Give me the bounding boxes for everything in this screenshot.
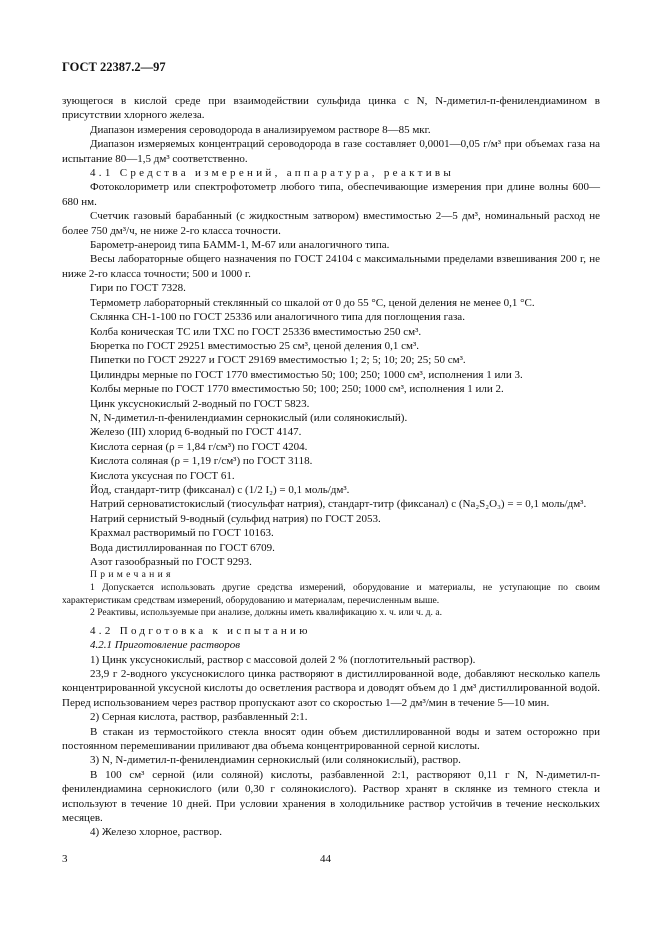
paragraph: Термометр лабораторный стеклянный со шкалой от 0 до 55 °С, ценой деления не менее 0,1 °С. xyxy=(90,296,535,309)
paragraph: Крахмал растворимый по ГОСТ 10163. xyxy=(90,527,274,540)
footer-left-number: 3 xyxy=(62,853,68,865)
paragraph: Колбы мерные по ГОСТ 1770 вместимостью 50; 100; 250; 1000 см³, исполнения 1 или 2. xyxy=(90,383,504,396)
paragraph: Вода дистиллированная по ГОСТ 6709. xyxy=(90,541,275,554)
paragraph: Весы лабораторные общего назначения по ГОСТ 24104 с максимальными пределами взвешивания 200 г, не ниже 2-го класса точности; 500 и 1000 г. xyxy=(62,253,600,280)
paragraph: Барометр-анероид типа БАММ-1, М-67 или аналогичного типа. xyxy=(90,239,390,252)
notes-heading: Примечания xyxy=(90,569,174,581)
section-heading: 4.2 Подготовка к испытанию xyxy=(90,624,311,637)
paragraph: Диапазон измерения сероводорода в анализируемом растворе 8—85 мкг. xyxy=(90,123,431,136)
paragraph: Натрий серноватистокислый (тиосульфат натрия), стандарт-титр (фиксанал) с (Na₂S₂O₃) = = 0,1 моль/дм³. xyxy=(90,498,587,511)
page-number: 44 xyxy=(320,853,331,865)
paragraph: Диапазон измеряемых концентраций сероводорода в газе составляет 0,0001—0,05 г/м³ при объемах газа на испытание 80—1,5 дм³ соответственно. xyxy=(62,138,600,165)
paragraph: Натрий сернистый 9-водный (сульфид натрия) по ГОСТ 2053. xyxy=(90,512,381,525)
paragraph: Гири по ГОСТ 7328. xyxy=(90,282,186,295)
document-body xyxy=(62,94,600,840)
paragraph: Фотоколориметр или спектрофотометр любого типа, обеспечивающие измерения при длине волны 600—680 нм. xyxy=(62,181,600,208)
paragraph: N, N-диметил-п-фенилендиамин сернокислый (или солянокислый). xyxy=(90,411,408,424)
paragraph: Кислота соляная (ρ = 1,19 г/см³) по ГОСТ 3118. xyxy=(90,455,313,468)
paragraph: Колба коническая ТС или ТХС по ГОСТ 25336 вместимостью 250 см³. xyxy=(90,325,422,338)
paragraph: 4) Железо хлорное, раствор. xyxy=(90,826,222,839)
paragraph: Йод, стандарт-титр (фиксанал) с (1/2 I₂) = 0,1 моль/дм³. xyxy=(90,483,350,496)
document-header: ГОСТ 22387.2—97 xyxy=(62,60,166,74)
paragraph: Железо (III) хлорид 6-водный по ГОСТ 4147. xyxy=(90,426,302,439)
paragraph: 1) Цинк уксуснокислый, раствор с массовой долей 2 % (поглотительный раствор). xyxy=(90,653,476,666)
section-heading: 4.1 Средства измерений, аппаратура, реактивы xyxy=(90,167,455,180)
paragraph: Азот газообразный по ГОСТ 9293. xyxy=(90,556,252,568)
paragraph: Пипетки по ГОСТ 29227 и ГОСТ 29169 вместимостью 1; 2; 5; 10; 20; 25; 50 см³. xyxy=(90,354,466,367)
paragraph: 2 Реактивы, используемые при анализе, должны иметь квалификацию х. ч. или ч. д. а. xyxy=(90,607,442,619)
paragraph: Склянка СН-1-100 по ГОСТ 25336 или аналогичного типа для поглощения газа. xyxy=(90,311,465,324)
paragraph: Бюретка по ГОСТ 29251 вместимостью 25 см³, ценой деления 0,1 см³. xyxy=(90,339,420,352)
paragraph: 2) Серная кислота, раствор, разбавленный 2:1. xyxy=(90,711,308,724)
paragraph: Кислота уксусная по ГОСТ 61. xyxy=(90,469,235,482)
paragraph: Цинк уксуснокислый 2-водный по ГОСТ 5823. xyxy=(90,397,310,410)
paragraph: Счетчик газовый барабанный (с жидкостным затвором) вместимостью 2—5 дм³, номинальный расход не более 750 дм³/ч, не ниже 2-го класса точности. xyxy=(62,210,600,237)
paragraph: зующегося в кислой среде при взаимодействии сульфида цинка с N, N-диметил-п-фенилендиамином в присутствии хлорного железа. xyxy=(62,95,600,122)
paragraph: 23,9 г 2-водного уксуснокислого цинка растворяют в дистиллированной воде, добавляют несколько капель концентрированной уксусной кислоты до осветления раствора и доводят объем до 1 дм³ дистиллированной водой. Перед использованием через раствор пропускают азот со скоростью 1—2 дм³/мин в течение 5—10 мин. xyxy=(62,668,600,709)
paragraph: Цилиндры мерные по ГОСТ 1770 вместимостью 50; 100; 250; 1000 см³, исполнения 1 или 3. xyxy=(90,368,523,381)
paragraph: В стакан из термостойкого стекла вносят один объем дистиллированной воды и затем осторожно при постоянном перемешивании приливают два объема концентрированной серной кислоты. xyxy=(62,725,600,753)
paragraph: В 100 см³ серной (или соляной) кислоты, разбавленной 2:1, растворяют 0,11 г N, N-диметил-п-фенилендиамина сернокислого (или 0,30 г солянокислого). Раствор хранят в склянке из темного стекла и используют в течение 10 дней. При условии хранения в холодильнике раствор устойчив в течение нескольких месяцев. xyxy=(62,768,600,825)
paragraph: 3) N, N-диметил-п-фенилендиамин сернокислый (или солянокислый), раствор. xyxy=(90,754,461,767)
paragraph: 1 Допускается использовать другие средства измерений, оборудование и материалы, не уступающие по своим характеристикам средствам измерений, оборудованию и материалам, перечисленным выше. xyxy=(62,582,600,606)
paragraph: Кислота серная (ρ = 1,84 г/см³) по ГОСТ 4204. xyxy=(90,440,308,453)
subsection-heading: 4.2.1 Приготовление растворов xyxy=(90,639,240,652)
